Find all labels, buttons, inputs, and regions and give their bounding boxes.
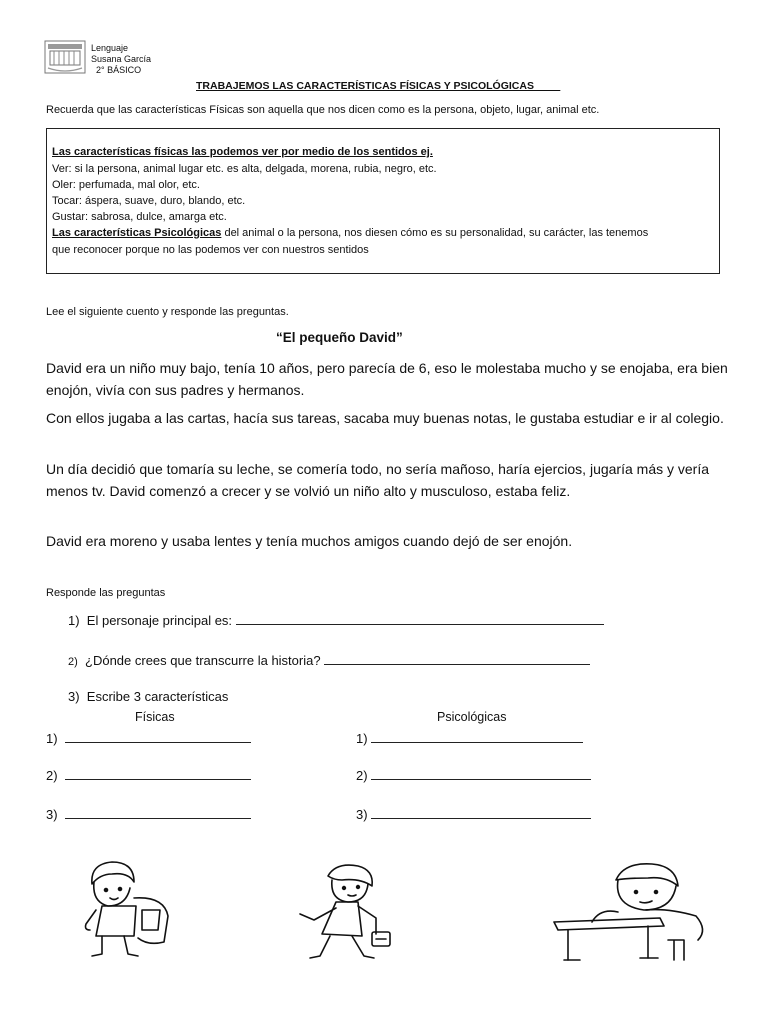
story-paragraph-3: Un día decidió que tomaría su leche, se comería todo, no sería mañoso, haría ejercios, jugaría más y vería menos tv. David comenzó a crecer y se volvió un niño alto y musculoso, estaba feliz.: [46, 461, 710, 499]
teacher-name: Susana García: [91, 54, 152, 64]
box-oler: Oler: perfumada, mal olor, etc.: [52, 179, 200, 191]
fisica-2-number: 2): [46, 768, 58, 783]
question-3-number: 3): [68, 689, 80, 704]
story-paragraph-4: David era moreno y usaba lentes y tenía muchos amigos cuando dejó de ser enojón.: [46, 533, 573, 549]
fisica-2-line[interactable]: [65, 767, 251, 780]
fisica-1-line[interactable]: [65, 730, 251, 743]
psico-1-number: 1): [356, 731, 368, 746]
psico-3-number: 3): [356, 807, 368, 822]
fisica-answer-3: [46, 806, 251, 822]
psico-3-line[interactable]: [371, 806, 591, 819]
story-paragraph-1: David era un niño muy bajo, tenía 10 años, pero parecía de 6, eso le molestaba mucho y se enojaba, era bien enojón, vivía con sus padres y hermanos.: [46, 360, 728, 398]
fisica-answer-1: [46, 730, 251, 746]
psico-2-number: 2): [356, 768, 368, 783]
worksheet-title: TRABAJEMOS LAS CARACTERÍSTICAS FÍSICAS Y PSICOLÓGICAS ____: [196, 80, 561, 92]
answer-2-line[interactable]: [324, 652, 590, 665]
box-tocar: Tocar: áspera, suave, duro, blando, etc.: [52, 195, 246, 207]
psico-text: del animal o la persona, nos diesen cómo es su personalidad, su carácter, las tenemos: [221, 227, 649, 239]
box-psico-line: [52, 227, 648, 240]
fisica-3-line[interactable]: [65, 806, 251, 819]
box-ver: Ver: si la persona, animal lugar etc. es alta, delgada, morena, rubia, negro, etc.: [52, 163, 437, 175]
question-2-text: ¿Dónde crees que transcurre la historia?: [85, 653, 321, 668]
question-3: [68, 689, 228, 704]
psico-1-line[interactable]: [371, 730, 583, 743]
fisica-answer-2: [46, 767, 251, 783]
box-psico-line-2: que reconocer porque no las podemos ver con nuestros sentidos: [52, 244, 369, 256]
column-psicologicas: Psicológicas: [437, 710, 507, 724]
column-fisicas: Físicas: [135, 710, 175, 724]
question-2: [68, 652, 590, 668]
box-heading: Las características físicas las podemos ver por medio de los sentidos ej.: [52, 146, 433, 158]
walking-boy-illustration: [292, 860, 400, 966]
school-logo-icon: [44, 40, 86, 74]
psico-2-line[interactable]: [371, 767, 591, 780]
subject-label: Lenguaje: [91, 43, 129, 53]
answer-1-line[interactable]: [236, 612, 604, 625]
fisica-1-number: 1): [46, 731, 58, 746]
definitions-box: [46, 128, 720, 274]
question-3-text: Escribe 3 características: [86, 689, 229, 704]
question-1-text: El personaje principal es:: [86, 613, 233, 628]
short-boy-illustration: [72, 858, 184, 962]
question-1-number: 1): [68, 613, 80, 628]
question-2-number: 2): [68, 656, 78, 668]
question-1: [68, 612, 604, 628]
boy-at-desk-illustration: [548, 860, 718, 968]
psico-answer-1: [356, 730, 583, 746]
intro-text: Recuerda que las características Físicas son aquella que nos dicen como es la persona, objeto, lugar, animal etc.: [46, 104, 600, 116]
psico-answer-3: [356, 806, 591, 822]
instruction-text: Lee el siguiente cuento y responde las preguntas.: [46, 306, 289, 318]
story-title: “El pequeño David”: [276, 330, 403, 345]
psico-label: Las características Psicológicas: [52, 227, 222, 239]
psico-answer-2: [356, 767, 591, 783]
story-paragraph-2: Con ellos jugaba a las cartas, hacía sus tareas, sacaba muy buenas notas, le gustaba estudiar e ir al colegio.: [46, 410, 724, 426]
questions-heading: Responde las preguntas: [46, 587, 166, 599]
fisica-3-number: 3): [46, 807, 58, 822]
box-gustar: Gustar: sabrosa, dulce, amarga etc.: [52, 211, 227, 223]
grade-label: 2° BÁSICO: [96, 65, 142, 75]
